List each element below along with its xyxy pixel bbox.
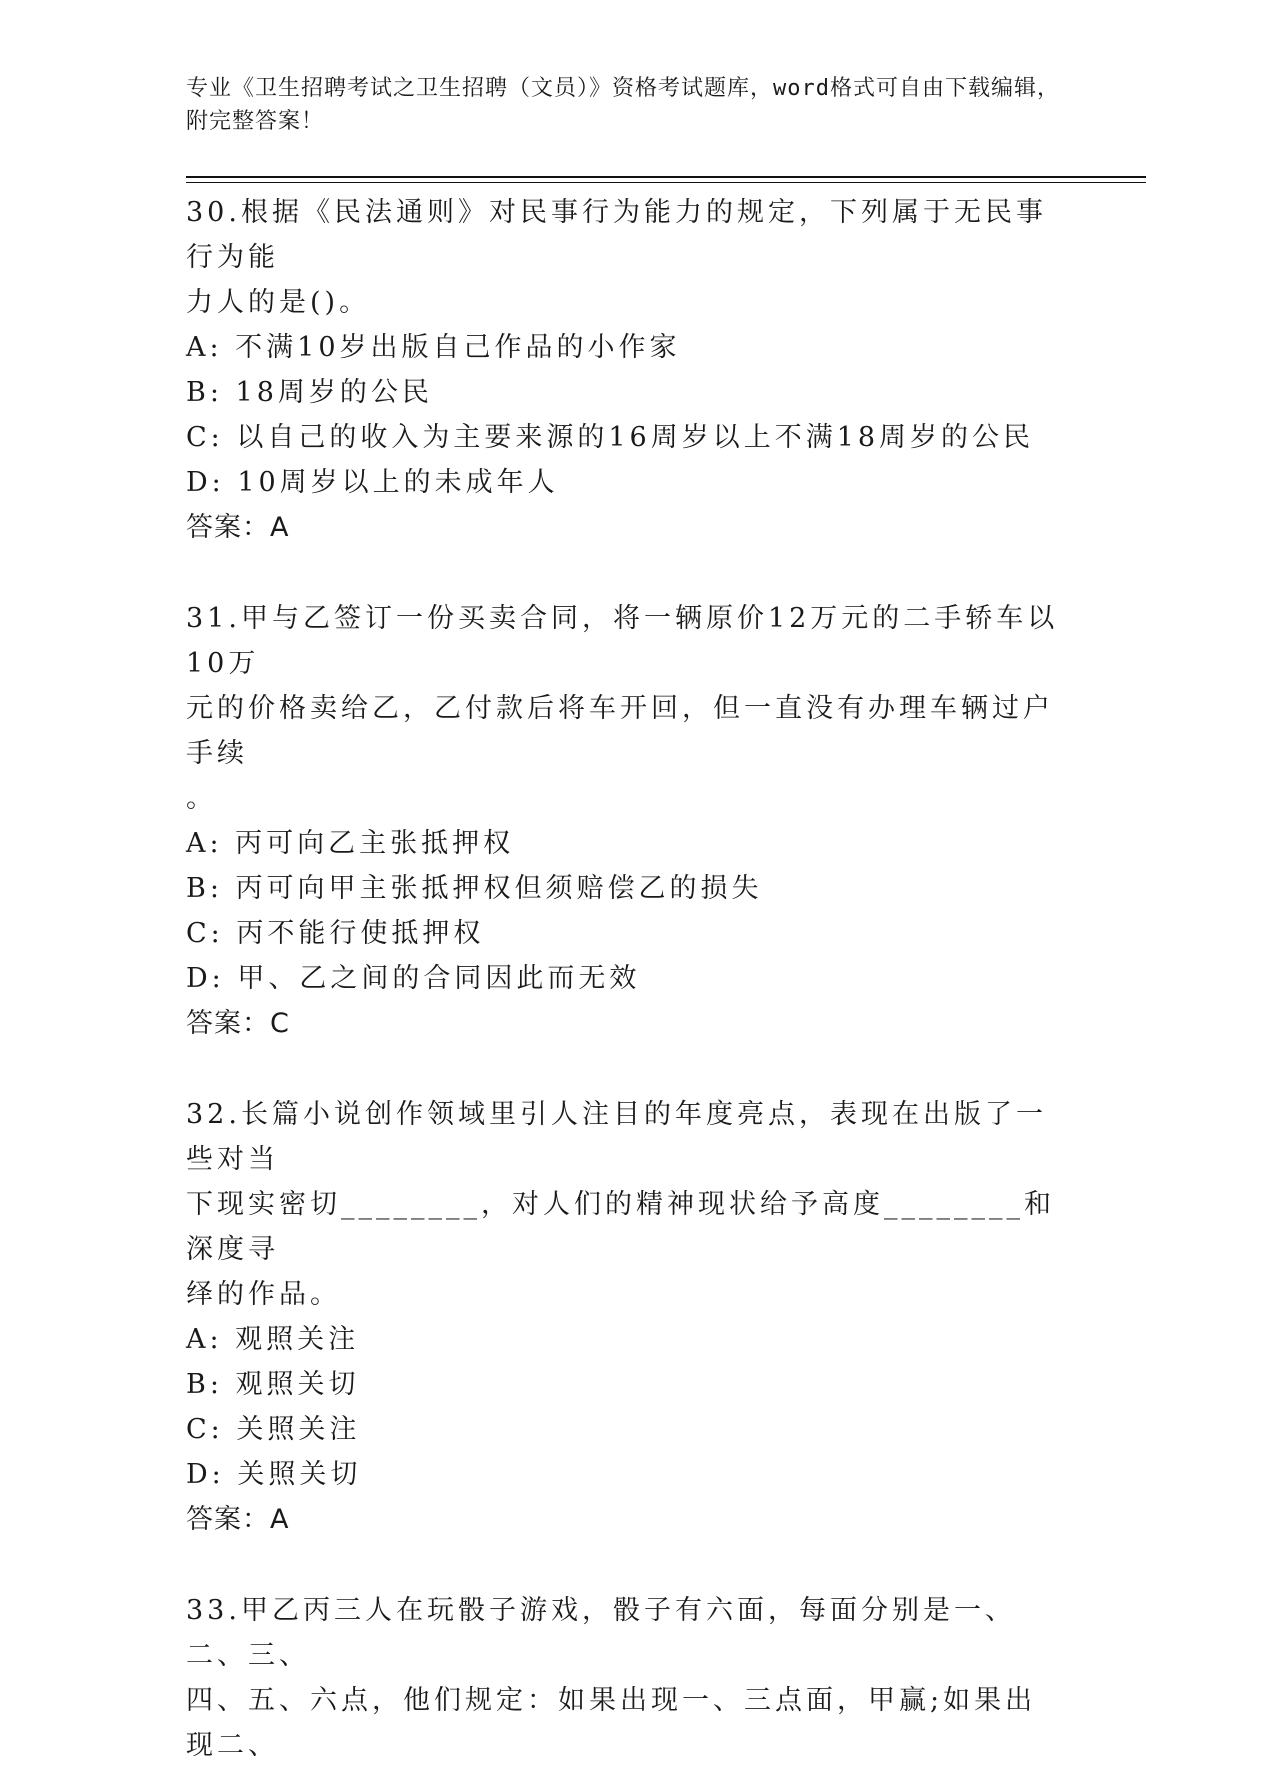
question-spacer bbox=[186, 1542, 1066, 1588]
question-stem-line: 四、五、六点，他们规定：如果出现一、三点面，甲赢;如果出现二、 bbox=[186, 1685, 1037, 1761]
option-d: D: 10周岁以上的未成年人 bbox=[186, 467, 559, 498]
option-c: C: 丙不能行使抵押权 bbox=[186, 918, 485, 949]
option-d: D: 关照关切 bbox=[186, 1459, 362, 1490]
question-33 bbox=[186, 1588, 1066, 1768]
question-stem-line: 力人的是()。 bbox=[186, 287, 371, 318]
question-stem-line: 33.甲乙丙三人在玩骰子游戏，骰子有六面，每面分别是一、二、三、 bbox=[186, 1595, 1016, 1671]
option-b: B: 丙可向甲主张抵押权但须赔偿乙的损失 bbox=[186, 873, 763, 904]
question-30 bbox=[186, 190, 1066, 550]
question-list bbox=[186, 190, 1066, 1768]
question-stem-line: 32.长篇小说创作领域里引人注目的年度亮点，表现在出版了一些对当 bbox=[186, 1099, 1047, 1175]
header-divider-thick bbox=[186, 176, 1146, 178]
answer-label: 答案：A bbox=[186, 512, 290, 543]
answer-label: 答案：A bbox=[186, 1504, 290, 1535]
question-31 bbox=[186, 596, 1066, 1046]
option-c: C: 关照关注 bbox=[186, 1414, 361, 1445]
option-a: A: 不满10岁出版自己作品的小作家 bbox=[186, 332, 681, 363]
question-stem-line: 31.甲与乙签订一份买卖合同，将一辆原价12万元的二手轿车以10万 bbox=[186, 603, 1059, 679]
header-divider-thin bbox=[186, 182, 1146, 183]
document-header: 专业《卫生招聘考试之卫生招聘（文员）》资格考试题库，word格式可自由下载编辑，附完整答案！ bbox=[186, 76, 1060, 134]
question-stem-line: 。 bbox=[186, 783, 217, 814]
answer-label: 答案：C bbox=[186, 1008, 290, 1039]
question-spacer bbox=[186, 550, 1066, 596]
option-b: B: 观照关切 bbox=[186, 1369, 360, 1400]
option-b: B: 18周岁的公民 bbox=[186, 377, 433, 408]
option-d: D: 甲、乙之间的合同因此而无效 bbox=[186, 963, 641, 994]
option-a: A: 丙可向乙主张抵押权 bbox=[186, 828, 515, 859]
question-stem-line: 绎的作品。 bbox=[186, 1279, 341, 1310]
question-stem-line: 30.根据《民法通则》对民事行为能力的规定，下列属于无民事行为能 bbox=[186, 197, 1047, 273]
question-spacer bbox=[186, 1046, 1066, 1092]
option-a: A: 观照关注 bbox=[186, 1324, 360, 1355]
question-32 bbox=[186, 1092, 1066, 1542]
question-stem-line: 元的价格卖给乙，乙付款后将车开回，但一直没有办理车辆过户手续 bbox=[186, 693, 1054, 769]
question-stem-line: 下现实密切________，对人们的精神现状给予高度________和深度寻 bbox=[186, 1189, 1055, 1265]
option-c: C: 以自己的收入为主要来源的16周岁以上不满18周岁的公民 bbox=[186, 422, 1035, 453]
